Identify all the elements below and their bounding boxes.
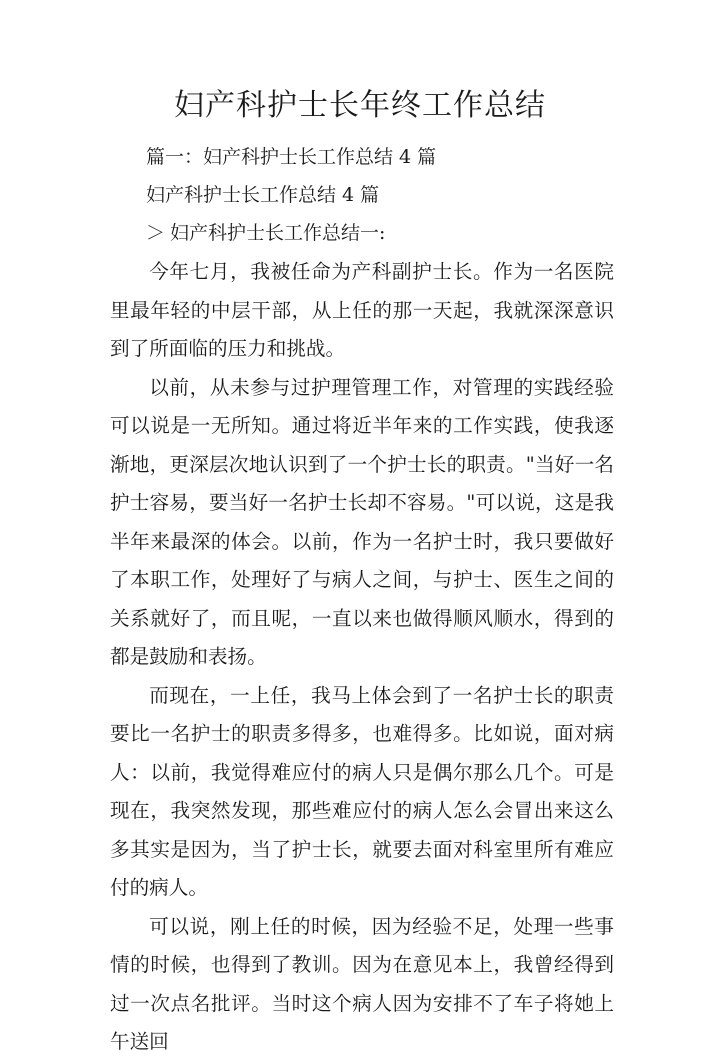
subheading-part-one: 篇一：妇产科护士长工作总结 4 篇 [146,146,437,168]
body-text [110,253,614,1062]
subheading-summary-one [146,219,385,247]
paragraph: 可以说，刚上任的时候，因为经验不足，处理一些事情的时候，也得到了教训。因为在意见本上，我曾经得到过一次点名批评。当时这个病人因为安排不了车子将她上午送回 [110,914,614,1053]
chevron-right-icon: ＞ [146,222,166,244]
paragraph: 今年七月，我被任命为产科副护士长。作为一名医院里最年轻的中层干部，从上任的那一天起，我就深深意识到了所面临的压力和挑战。 [110,260,614,360]
subheading-summary-one-label: 妇产科护士长工作总结一: [170,222,386,244]
subheading-collection: 妇产科护士长工作总结 4 篇 [146,184,380,206]
paragraph: 而现在，一上任，我马上体会到了一名护士长的职责要比一名护士的职责多得多，也难得多。比如说，面对病人：以前，我觉得难应付的病人只是偶尔那么几个。可是现在，我突然发现，那些难应付的病人怎么会冒出来这么多其实是因为，当了护士长，就要去面对科室里所有难应付的病人。 [110,683,614,899]
document-title: 妇产科护士长年终工作总结 [174,88,546,123]
paragraph: 以前，从未参与过护理管理工作，对管理的实践经验可以说是一无所知。通过将近半年来的工作实践，使我逐渐地，更深层次地认识到了一个护士长的职责。"当好一名护士容易，要当好一名护士长却不容易。"可以说，这是我半年来最深的体会。以前，作为一名护士时，我只要做好了本职工作，处理好了与病人之间，与护士、医生之间的关系就好了，而且呢，一直以来也做得顺风顺水，得到的都是鼓励和表扬。 [110,375,614,668]
